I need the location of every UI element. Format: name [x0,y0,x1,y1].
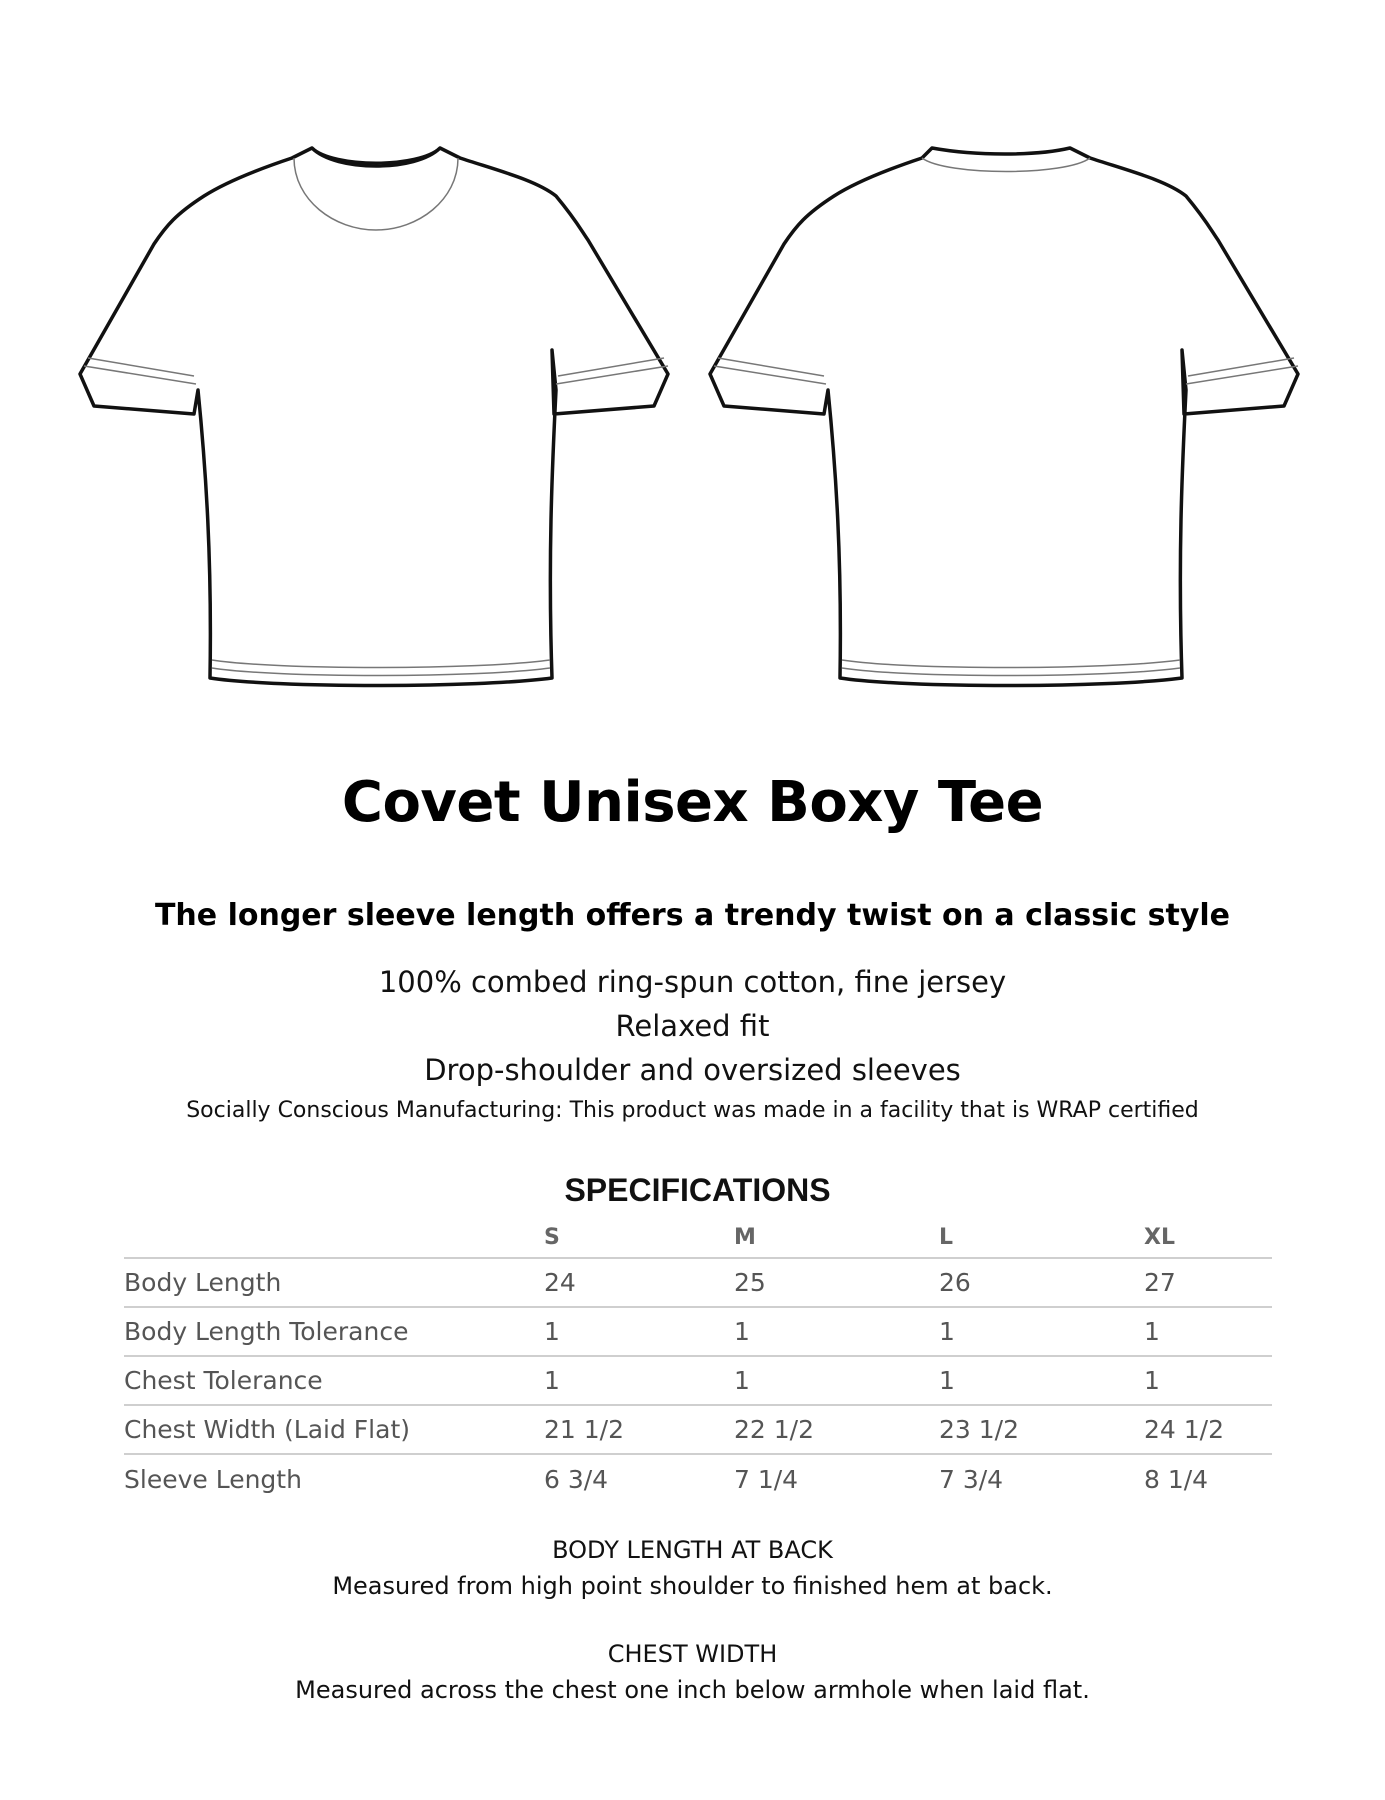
row-label: Body Length Tolerance [124,1307,544,1356]
row-value: 7 3/4 [939,1464,1004,1494]
row-value: 24 [544,1258,734,1307]
table-row [124,1258,1272,1307]
header-cell-label [124,1218,544,1258]
row-value: 6 3/4 [544,1464,609,1494]
product-tagline: The longer sleeve length offers a trendy twist on a classic style [154,898,1231,933]
row-value: 25 [734,1258,939,1307]
product-title: Covet Unisex Boxy Tee [341,770,1044,835]
row-value: 24 1/2 [1144,1405,1272,1454]
row-value: 1 [734,1356,939,1405]
table-row [124,1307,1272,1356]
measurement-description: Measured from high point shoulder to finished hem at back. [332,1572,1053,1600]
row-value: 1 [544,1356,734,1405]
tshirt-back-icon [706,140,1306,700]
row-value: 7 1/4 [734,1464,799,1494]
row-value: 27 [1144,1258,1272,1307]
row-value: 1 [939,1356,1144,1405]
header-cell-size: L [939,1218,1144,1258]
row-value: 1 [734,1307,939,1356]
measurement-heading: CHEST WIDTH [607,1640,778,1668]
measurement-description: Measured across the chest one inch below armhole when laid flat. [295,1676,1090,1704]
measurement-chest-width [0,1636,1385,1708]
specifications-table [124,1218,1272,1503]
feature-item: Relaxed fit [615,1009,770,1043]
tshirt-front-icon [76,140,676,700]
row-value: 22 1/2 [734,1405,939,1454]
row-value: 23 1/2 [939,1405,1144,1454]
feature-list [0,960,1385,1128]
row-label: Chest Width (Laid Flat) [124,1405,544,1454]
feature-item: 100% combed ring-spun cotton, fine jersey [378,965,1007,999]
table-row [124,1356,1272,1405]
row-label: Body Length [124,1258,544,1307]
illustrations [0,0,1385,740]
feature-item: Drop-shoulder and oversized sleeves [424,1053,961,1087]
header-cell-size: M [734,1218,939,1258]
table-row [124,1405,1272,1454]
header-cell-size: S [544,1218,734,1258]
header-cell-size: XL [1144,1218,1272,1258]
table-header-row [124,1218,1272,1258]
row-value: 1 [544,1307,734,1356]
row-label: Chest Tolerance [124,1356,544,1405]
row-value: 8 1/4 [1144,1464,1209,1494]
row-label: Sleeve Length [124,1464,302,1494]
row-value: 1 [939,1307,1144,1356]
row-value: 1 [1144,1307,1272,1356]
row-value: 21 1/2 [544,1405,734,1454]
table-row [124,1454,1272,1503]
row-value: 26 [939,1258,1144,1307]
measurement-heading: BODY LENGTH AT BACK [552,1536,833,1564]
specifications-heading: SPECIFICATIONS [564,1172,831,1208]
manufacturing-note: Socially Conscious Manufacturing: This product was made in a facility that is WRAP certified [186,1098,1199,1123]
row-value: 1 [1144,1356,1272,1405]
measurement-body-length [0,1532,1385,1604]
